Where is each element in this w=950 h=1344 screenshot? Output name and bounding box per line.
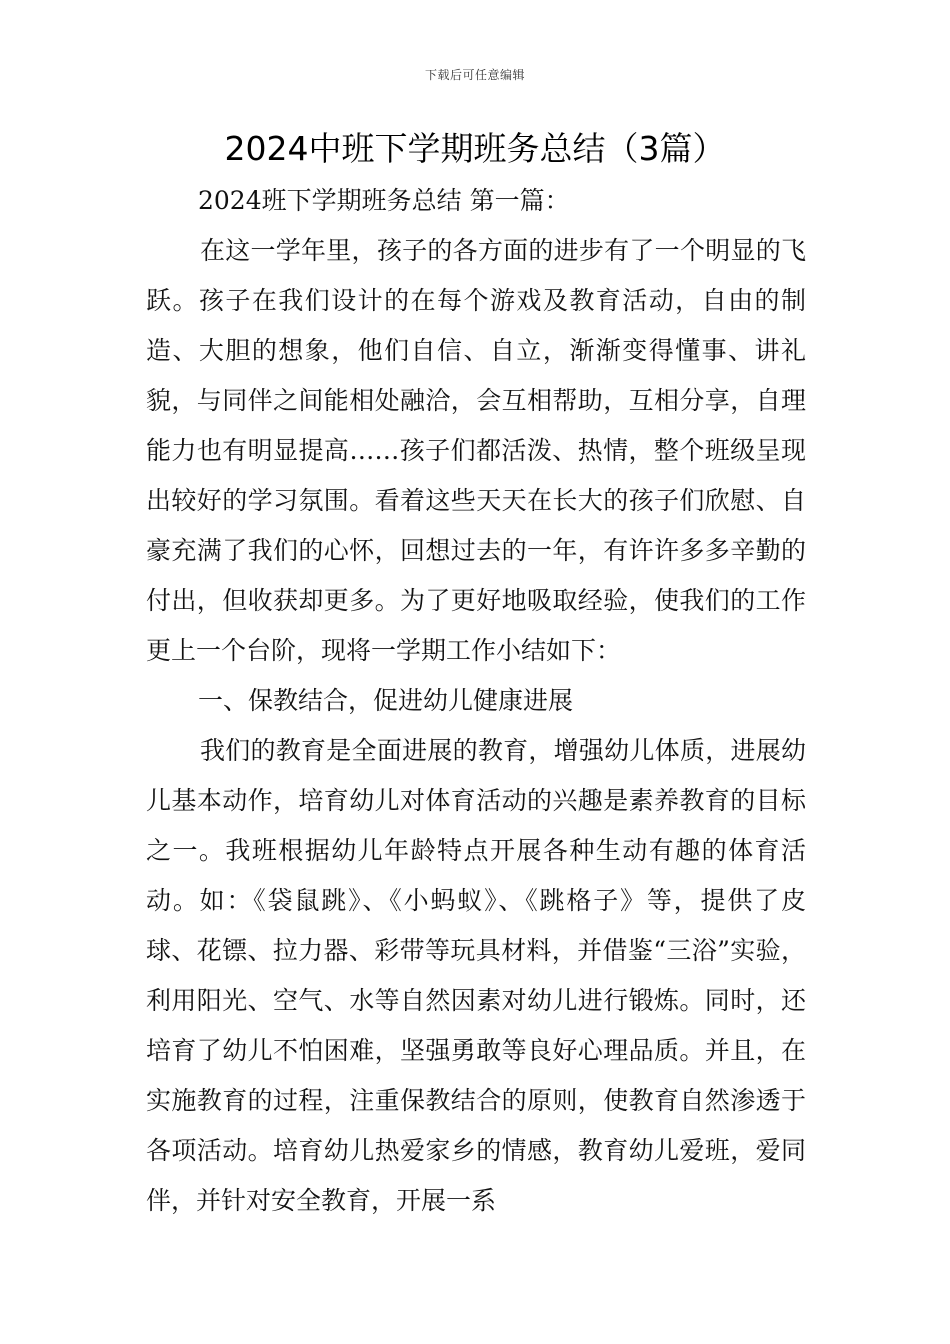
section-subtitle: 2024班下学期班务总结 第一篇： — [198, 186, 570, 215]
document-title: 2024中班下学期班务总结（3篇） — [224, 129, 726, 168]
section-heading: 一、保教结合，促进幼儿健康进展 — [198, 686, 574, 715]
paragraph: 在这一学年里，孩子的各方面的进步有了一个明显的飞跃。孩子在我们设计的在每个游戏及教育活动，自由的制造、大胆的想象，他们自信、自立，渐渐变得懂事、讲礼貌，与同伴之间能相处融洽，会互相帮助，互相分享，自理能力也有明显提高……孩子们都活泼、热情，整个班级呈现出较好的学习氛围。看着这些天天在长大的孩子们欣慰、自豪充满了我们的心怀，回想过去的一年，有许许多多辛勤的付出，但收获却更多。为了更好地吸取经验，使我们的工作更上一个台阶，现将一学期工作小结如下： — [146, 236, 806, 665]
document-body — [146, 176, 806, 1226]
paragraph: 我们的教育是全面进展的教育，增强幼儿体质，进展幼儿基本动作，培育幼儿对体育活动的兴趣是素养教育的目标之一。我班根据幼儿年龄特点开展各种生动有趣的体育活动。如：《袋鼠跳》、《小蚂蚁》、《跳格子》等，提供了皮球、花镖、拉力器、彩带等玩具材料，并借鉴“三浴”实验，利用阳光、空气、水等自然因素对幼儿进行锻炼。同时，还培育了幼儿不怕困难，坚强勇敢等良好心理品质。并且，在实施教育的过程，注重保教结合的原则，使教育自然渗透于各项活动。培育幼儿热爱家乡的情感，教育幼儿爱班，爱同伴，并针对安全教育，开展一系 — [146, 736, 806, 1215]
header-note: 下载后可任意编辑 — [424, 68, 525, 82]
